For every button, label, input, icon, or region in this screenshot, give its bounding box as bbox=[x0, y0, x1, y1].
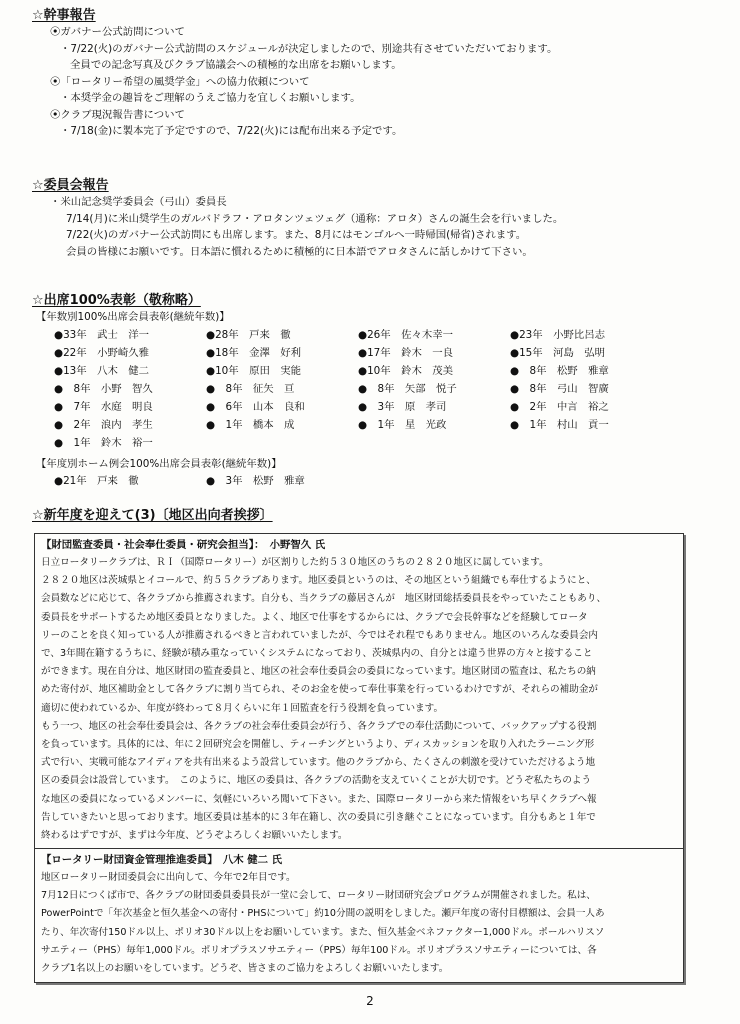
para-line: たり、年次寄付150ドル以上、ポリオ30ドル以上をお願いしています。また、恒久基金ベネファクター1,000ドル。ポールハリスソ bbox=[41, 926, 605, 938]
para-line: 日立ロータリークラブは、ＲＩ（国際ロータリー）が区割りした約５３０地区のうちの２８２０地区に属しています。 bbox=[41, 557, 549, 568]
attendance-subheading: 【年数別100%出席会員表彰(継続年数)】 bbox=[36, 311, 230, 323]
box-title: 【財団監査委員・社会奉仕委員・研究会担当】： 小野智久 氏 bbox=[41, 539, 326, 551]
para-line: ２８２０地区は茨城県とイコールで、約５５クラブあります。地区委員というのは、その地区という組織でも奉仕するようにと、 bbox=[41, 575, 596, 587]
para-line: もう一つ、地区の社会奉仕委員会は、各クラブの社会奉仕委員会が行う、各クラブでの奉仕活動について、バックアップする役割 bbox=[41, 720, 597, 732]
committee-chair: ・米山記念奨学委員会（弓山）委員長 bbox=[50, 196, 227, 208]
para-line: で、3年間在籍するうちに、経験が積み重なっていくシステムになっており、茨城県内の、自分とは違う世界の方々と接すること bbox=[41, 648, 593, 660]
member-entry: ●22年 小野崎久雅 bbox=[54, 346, 150, 359]
member-entry: ● 7年 水庭 明良 bbox=[54, 400, 153, 413]
member-entry bbox=[206, 434, 358, 452]
item-title: ⦿ガバナー公式訪問について bbox=[50, 26, 185, 38]
committee-line: 7/22(火)のガバナー公式訪問にも出席します。また、8月にはモンゴルへ一時帰国(帰省)されます。 bbox=[66, 229, 527, 241]
member-entry: ● 1年 鈴木 裕一 bbox=[54, 436, 153, 449]
secretary-report-heading: ☆幹事報告 bbox=[32, 8, 96, 23]
member-entry: ● 6年 山本 良和 bbox=[206, 400, 305, 413]
member-entry: ● 8年 小野 智久 bbox=[54, 382, 153, 395]
member-entry: ●13年 八木 健二 bbox=[54, 364, 150, 377]
member-entry: ● 8年 征矢 亘 bbox=[206, 382, 295, 395]
para-line: 区の委員会は設営しています。 このように、地区の委員は、各クラブの活動を支えていくことが大切です。どうぞ私たちのよう bbox=[41, 775, 592, 787]
attendance-grid-annual bbox=[32, 472, 712, 490]
committee-line: 会員の皆様にお願いです。日本語に慣れるために積極的に日本語でアロタさんに話しかけて下さい。 bbox=[66, 245, 533, 258]
new-year-heading: ☆新年度を迎えて(3)〔地区出向者挨拶〕 bbox=[32, 508, 273, 523]
member-entry: ●10年 鈴木 茂美 bbox=[358, 364, 454, 377]
para-line: 委員長をサポートするため地区委員となりました。よく、地区で仕事をするからには、クラブで会長幹事などを経験してロータ bbox=[41, 611, 588, 623]
para-line: を負っています。具体的には、年に２回研究会を開催し、ティーチングというより、ディスカッションを取り入れたラーニング形 bbox=[41, 739, 595, 751]
item-title: ⦿「ロータリー希望の風奨学金」への協力依頼について bbox=[50, 75, 310, 88]
member-entry bbox=[510, 472, 662, 490]
attendance-section bbox=[32, 293, 712, 490]
committee-line: 7/14(月)に米山奨学生のガルバドラフ・アロタンツェツェグ（通称：アロタ）さんの誕生会を行いました。 bbox=[66, 212, 564, 225]
para-line: 終わるはずですが、まずは今年度、どうぞよろしくお願いいたします。 bbox=[41, 830, 348, 842]
new-year-section bbox=[32, 508, 712, 524]
member-entry: ● 1年 村山 貢一 bbox=[510, 418, 609, 431]
member-entry: ●17年 鈴木 一良 bbox=[358, 346, 454, 359]
para-line: な地区の委員になっているメンバーに、気軽にいろいろ聞いて下さい。また、国際ロータリーから来た情報をいち早くクラブへ報 bbox=[41, 793, 597, 805]
para-line: 地区ロータリー財団委員会に出向して、今年で2年目です。 bbox=[41, 872, 296, 883]
member-entry: ●15年 河島 弘明 bbox=[510, 346, 606, 359]
member-entry bbox=[510, 434, 662, 452]
member-entry bbox=[358, 472, 510, 490]
member-entry: ● 1年 橋本 成 bbox=[206, 418, 295, 431]
para-line: 適切に使われているか、年度が終わって８月くらいに年１回監査を行う役割を負っています。 bbox=[41, 702, 444, 714]
member-entry: ● 1年 星 光政 bbox=[358, 418, 447, 431]
yagi-greeting-box bbox=[34, 848, 684, 983]
para-line: ができます。現在自分は、地区財団の監査委員と、地区の社会奉仕委員会の委員になっています。地区財団の監査は、私たちの納 bbox=[41, 666, 596, 678]
para-line: 会員数などに応じて、各クラブから推薦されます。自分も、当クラブの藤居さんが 地区財団総括委員長をやっていたこともあり、 bbox=[41, 593, 607, 605]
member-entry: ●33年 武士 洋一 bbox=[54, 328, 150, 341]
member-entry: ● 2年 浪内 孝生 bbox=[54, 418, 153, 431]
attendance-heading: ☆出席100%表彰（敬称略） bbox=[32, 293, 201, 308]
member-entry: ●18年 金澤 好利 bbox=[206, 346, 302, 359]
para-line: 7月12日につくば市で、各クラブの財団委員委員長が一堂に会して、ロータリー財団研究会プログラムが開催されました。私は、 bbox=[41, 890, 596, 902]
para-line: PowerPointで「年次基金と恒久基金への寄付・PHSについて」約10分間の説明をしました。瀬戸年度の寄付目標額は、会員一人あ bbox=[41, 908, 605, 920]
item-line: ・7/22(火)のガバナー公式訪問のスケジュールが決定しましたので、別途共有させていただいております。 bbox=[60, 42, 558, 55]
item-title: ⦿クラブ現況報告書について bbox=[50, 108, 185, 121]
para-line: リーのことを良く知っている人が推薦されるべきと言われていましたが、今ではそれ程でもありません。地区のいろんな委員会内 bbox=[41, 629, 599, 641]
attendance-subheading: 【年度別ホーム例会100%出席会員表彰(継続年数)】 bbox=[36, 457, 282, 470]
ono-greeting-box bbox=[34, 533, 684, 850]
para-line: サエティー（PHS）毎年1,000ドル。ポリオプラスソサエティー（PPS）毎年100ドル。ポリオプラスソサエティーについては、各 bbox=[41, 944, 597, 956]
para-line: 告していきたいと思っております。地区委員は基本的に３年在籍し、次の委員に引き継ぐことになっています。自分もあと１年で bbox=[41, 811, 596, 823]
secretary-report-section bbox=[32, 8, 712, 140]
member-entry: ● 3年 松野 雅章 bbox=[206, 475, 305, 487]
box-title: 【ロータリー財団資金管理推進委員】 八木 健二 氏 bbox=[41, 854, 283, 866]
para-line: 式で行い、実戦可能なアイディアを共有出来るよう設営しています。他のクラブから、たくさんの刺激を受けていただけるよう地 bbox=[41, 757, 596, 769]
member-entry: ● 3年 原 孝司 bbox=[358, 400, 447, 413]
member-entry: ●28年 戸来 徹 bbox=[206, 328, 291, 341]
member-entry: ● 8年 弓山 智廣 bbox=[510, 382, 609, 395]
member-entry: ● 8年 松野 雅章 bbox=[510, 364, 609, 377]
para-line: クラブ1名以上のお願いをしています。どうぞ、皆さまのご協力をよろしくお願いいたします。 bbox=[41, 963, 449, 975]
member-entry: ● 2年 中言 裕之 bbox=[510, 400, 609, 413]
member-entry: ●21年 戸来 徹 bbox=[54, 475, 139, 487]
item-line: ・7/18(金)に製本完了予定ですので、7/22(火)には配布出来る予定です。 bbox=[60, 125, 403, 137]
committee-report-heading: ☆委員会報告 bbox=[32, 178, 109, 193]
item-line: 全員での記念写真及びクラブ協議会への積極的な出席をお願いします。 bbox=[70, 59, 402, 71]
page-number: 2 bbox=[366, 994, 374, 1008]
member-entry: ●10年 原田 実能 bbox=[206, 364, 302, 377]
member-entry bbox=[358, 434, 510, 452]
member-entry: ●23年 小野比呂志 bbox=[510, 328, 606, 341]
attendance-grid-years bbox=[32, 326, 712, 452]
para-line: めた寄付が、地区補助金として各クラブに割り当てられ、そのお金を使って奉仕事業を行っているわけですが、それらの補助金が bbox=[41, 684, 599, 696]
member-entry: ●26年 佐々木幸一 bbox=[358, 328, 454, 341]
committee-report-section bbox=[32, 178, 712, 260]
member-entry: ● 8年 矢部 悦子 bbox=[358, 382, 457, 395]
item-line: ・本奨学金の趣旨をご理解のうえご協力を宜しくお願いします。 bbox=[60, 92, 361, 104]
